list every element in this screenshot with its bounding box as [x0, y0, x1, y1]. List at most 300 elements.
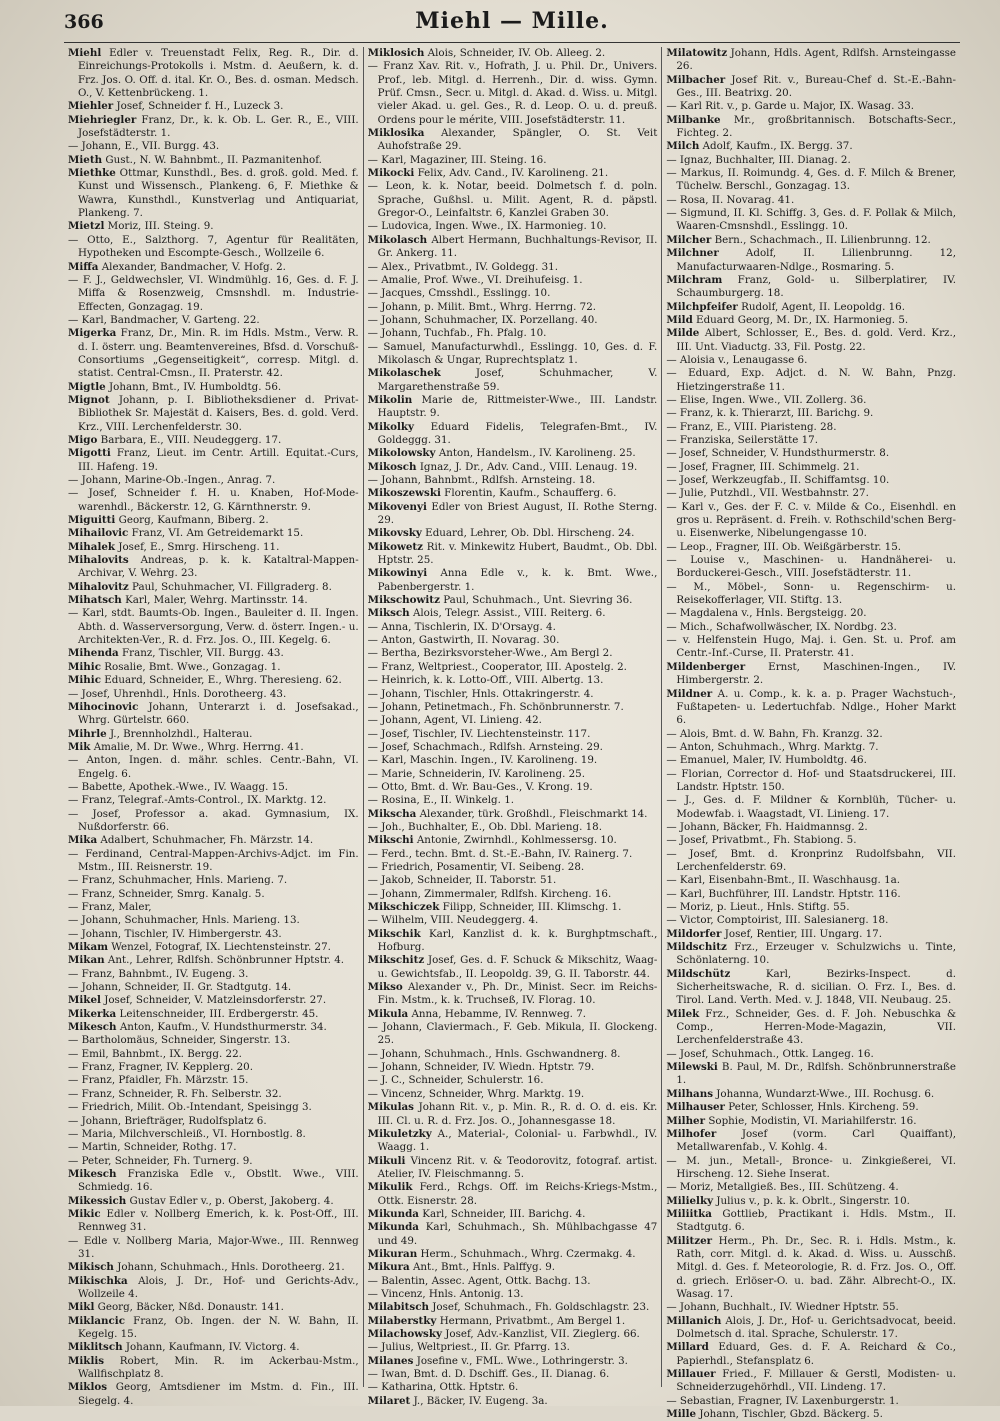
entry-surname: Mikura	[367, 1261, 410, 1274]
entry-details: — Josef, Werkzeugfab., II. Schiffamtsg. 10.	[666, 474, 890, 486]
entry-surname: Mikunda	[367, 1221, 419, 1234]
directory-entry	[68, 728, 359, 741]
entry-details: Alexander, Spängler, O. St. Veit Auhofstraße 29.	[377, 127, 658, 153]
entry-surname: Mikula	[367, 1007, 409, 1020]
directory-entry	[68, 701, 359, 728]
directory-entry	[368, 567, 658, 594]
entry-surname: Mikuletzky	[367, 1127, 432, 1140]
directory-entry	[68, 541, 359, 554]
directory-entry	[368, 874, 658, 887]
entry-details: — Bertha, Bezirksvorsteher-Wwe., Am Bergl 2.	[367, 647, 613, 660]
directory-entry	[368, 1288, 658, 1301]
entry-surname: Millauer	[666, 1368, 716, 1381]
directory-entry	[68, 901, 359, 914]
entry-details: — Josef, Schachmach., Rdlfsh. Arnsteing. 29.	[367, 740, 603, 753]
entry-details: — Josef, Schuhmach., Ottk. Langeg. 16.	[666, 1047, 874, 1060]
directory-entry	[368, 501, 658, 528]
entry-surname: Mika	[68, 834, 98, 847]
entry-surname: Miklosika	[367, 127, 425, 140]
entry-details: Josef, Schneider, V. Matzleinsdorferstr. 27.	[104, 994, 327, 1007]
entry-details: Josef, E., Smrg. Hirscheng. 11.	[118, 540, 280, 553]
entry-surname: Miklos	[68, 1381, 108, 1394]
directory-entry	[68, 234, 359, 261]
directory-entry	[68, 1208, 359, 1235]
entry-surname: Milhauser	[666, 1101, 725, 1114]
directory-entry	[68, 888, 359, 901]
entry-details: — Karl, Buchführer, III. Landstr. Hptstr. 116.	[666, 887, 901, 900]
entry-details: — Alex., Privatbmt., IV. Goldegg. 31.	[367, 260, 558, 273]
directory-entry	[666, 928, 956, 941]
entry-surname: Milhans	[666, 1087, 714, 1100]
entry-details: — Wilhelm, VIII. Neudeggerg. 4.	[367, 914, 539, 927]
entry-surname: Miklosich	[367, 47, 425, 59]
entry-details: Karl, Bezirks-Inspect. d. Sicherheitswache, R. d. sicilian. O. Frz. I., Bes. d. Tirol. Land. Verth. Med. v. J. 1848, VII. Neubaug. 25.	[676, 967, 957, 1007]
directory-entry	[68, 554, 359, 581]
entry-details: — Johann, Zimmermaler, Rdlfsh. Kircheng. 16.	[367, 887, 612, 900]
directory-entry	[368, 287, 658, 300]
entry-surname: Millard	[666, 1341, 709, 1354]
directory-entry	[368, 861, 658, 874]
entry-details: — Eduard, Exp. Adjct. d. N. W. Bahn, Pnzg. Hietzingerstraße 11.	[666, 367, 957, 393]
directory-entry	[666, 1088, 956, 1101]
entry-surname: Miehler	[68, 100, 114, 113]
entry-details: Barbara, E., VIII. Neudeggerg. 17.	[100, 433, 282, 446]
entry-details: Ignaz, J. Dr., Adv. Cand., VIII. Lenaug. 19.	[419, 460, 638, 473]
directory-entry	[368, 167, 658, 180]
entry-details: — Johann, p. Milit. Bmt., Whrg. Herrng. 72.	[367, 300, 597, 313]
directory-entry	[666, 461, 956, 474]
entry-details: Georg, Amtsdiener im Mstm. d. Fin., III. Siegelg. 4.	[78, 1381, 359, 1407]
entry-details: — Ferdinand, Central-Mappen-Archivs-Adjct. im Fin. Mstm., III. Reisnerstr. 19.	[68, 847, 359, 873]
directory-entry	[368, 834, 658, 847]
entry-surname: Milaberstky	[367, 1314, 437, 1327]
entry-surname: Migotti	[68, 447, 111, 460]
directory-entry	[368, 367, 658, 394]
directory-entry	[68, 1128, 359, 1141]
directory-entry	[68, 581, 359, 594]
directory-entry	[68, 941, 359, 954]
directory-entry	[368, 1248, 658, 1261]
entry-details: — Jacques, Cmsshdl., Esslingg. 10.	[367, 287, 551, 300]
entry-surname: Mikerka	[68, 1007, 117, 1020]
directory-entry	[666, 354, 956, 367]
entry-surname: Milielky	[666, 1194, 714, 1207]
directory-entry	[666, 194, 956, 207]
entry-surname: Mikisch	[68, 1261, 114, 1274]
entry-details: Fried., F. Millauer & Gerstl, Modisten- u. Schneiderzugehörhdl., VII. Lindeng. 17.	[676, 1368, 957, 1394]
entry-surname: Milchner	[666, 247, 719, 260]
directory-entry	[368, 261, 658, 274]
directory-entry	[666, 301, 956, 314]
directory-entry	[666, 434, 956, 447]
directory-entry	[68, 1115, 359, 1128]
entry-surname: Mikischka	[68, 1274, 128, 1287]
directory-entry	[68, 1074, 359, 1087]
directory-entry	[666, 1061, 956, 1088]
entry-surname: Mikschowitz	[367, 594, 440, 607]
entry-details: — Johann, Schuhmacher, IX. Porzellang. 40.	[367, 313, 598, 326]
entry-details: Franziska Edle v., Obstlt. Wwe., VIII. Schmiedg. 16.	[78, 1167, 359, 1194]
directory-entry	[666, 661, 956, 688]
directory-entry	[368, 674, 658, 687]
directory-entry	[368, 341, 658, 368]
directory-entry	[368, 728, 658, 741]
entry-details: Wenzel, Fotograf, IX. Liechtensteinstr. 27.	[111, 941, 331, 954]
entry-details: — Karl, Magaziner, III. Steing. 16.	[367, 153, 547, 166]
entry-details: Johann, Unterarzt i. d. Josefsakad., Whrg. Gürtelstr. 660.	[78, 700, 359, 727]
entry-surname: Mille	[666, 1408, 697, 1421]
entry-details: — Franziska, Seilerstätte 17.	[666, 433, 819, 446]
directory-entry	[666, 487, 956, 500]
entry-details: Edler von Briest August, II. Rothe Sterng. 29.	[377, 500, 658, 527]
entry-details: Marie de, Rittmeister-Wwe., III. Landstr. Hauptstr. 9.	[377, 393, 658, 420]
directory-entry	[368, 1128, 658, 1155]
entry-surname: Mihailovic	[68, 527, 129, 540]
entry-details: Alexander, türk. Großhdl., Fleischmarkt 14.	[419, 807, 648, 820]
directory-entry	[666, 234, 956, 247]
directory-entry	[368, 781, 658, 794]
entry-details: — Jakob, Schneider, II. Taborstr. 51.	[367, 874, 557, 887]
entry-surname: Milek	[666, 1007, 700, 1020]
entry-details: — J., Ges. d. F. Mildner & Kornblüh, Tücher- u. Modewfab. i. Waagstadt, VI. Linieng. 17.	[666, 794, 957, 820]
entry-surname: Mikolin	[367, 393, 413, 406]
entry-surname: Milchram	[666, 273, 723, 286]
entry-details: Herm., Ph. Dr., Sec. R. i. Hdls. Mstm., k. Rath, corr. Mitgl. d. k. Akad. d. Wiss. u. Ausschß. Mitgl. d. Ges. f. Meteorologie, R. d. Frz. Jos. O., Off. d. griech. Erlöser-O. u. bad. Zähr. Albrecht-O., IX. Wasag. 17.	[676, 1234, 957, 1300]
entry-surname: Mikovenyi	[367, 500, 427, 513]
entry-surname: Mihalek	[68, 540, 116, 553]
entry-details: Anton, Handelsm., IV. Karolineng. 25.	[438, 447, 636, 460]
entry-details: — Franz, E., VIII. Piaristeng. 28.	[666, 420, 837, 433]
entry-details: — Julius, Weltpriest., II. Gr. Pfarrg. 13.	[367, 1341, 570, 1354]
entry-details: — Joh., Buchhalter, E., Ob. Dbl. Marieng. 18.	[367, 820, 602, 833]
directory-entry	[666, 874, 956, 887]
directory-entry	[368, 914, 658, 927]
directory-entry	[68, 674, 359, 687]
directory-entry	[68, 928, 359, 941]
entry-details: — Edle v. Nollberg Maria, Major-Wwe., III. Rennweg 31.	[68, 1234, 359, 1260]
directory-entry	[666, 1181, 956, 1194]
entry-details: — v. Helfenstein Hugo, Maj. i. Gen. St. u. Prof. am Centr.-Inf.-Curse, II. Praterstr. 41.	[666, 634, 957, 660]
entry-details: J., Bäcker, IV. Eugeng. 3a.	[413, 1394, 548, 1407]
directory-entry	[368, 901, 658, 914]
entry-surname: Milachowsky	[367, 1328, 442, 1340]
entry-details: — Aloisia v., Lenaugasse 6.	[666, 353, 808, 366]
directory-entry	[368, 1301, 658, 1314]
directory-entry	[68, 1315, 359, 1342]
entry-details: — Franz Xav. Rit. v., Hofrath, J. u. Phil. Dr., Univers. Prof., leb. Mitgl. d. Herrenh., Dir. d. wiss. Gymn. Prüf. Cmsn., Secr. u. Mitgl. d. Akad. d. Wiss. u. Mitgl. vieler Akad. u. gel. Ges., R. d. Leop. O. u. d. preuß. Ordens pour le mérite, VIII. Josefstädterstr. 11.	[367, 60, 658, 126]
directory-entry	[368, 594, 658, 607]
entry-details: — Ignaz, Buchhalter, III. Dianag. 2.	[666, 153, 851, 166]
entry-details: Franz, Gold- u. Silberplatirer, IV. Schaumburgerg. 18.	[676, 273, 957, 300]
directory-entry	[368, 327, 658, 340]
directory-entry	[368, 541, 658, 568]
directory-entry	[368, 1074, 658, 1087]
entry-details: — Iwan, Bmt. d. D. Dschiff. Ges., II. Dianag. 6.	[367, 1368, 610, 1381]
entry-surname: Militzer	[666, 1234, 713, 1247]
directory-entry	[368, 314, 658, 327]
directory-entry	[368, 1155, 658, 1182]
directory-entry	[666, 1115, 956, 1128]
entry-surname: Mildschütz	[666, 967, 731, 980]
directory-entry	[666, 1008, 956, 1048]
entry-surname: Miksch	[367, 607, 410, 620]
directory-entry	[68, 1048, 359, 1061]
entry-details: Franz, Lieut. im Centr. Artill. Equitat.-Curs, III. Hafeng. 19.	[78, 447, 359, 473]
directory-entry	[368, 928, 658, 955]
entry-details: Frz., Schneider, Ges. d. F. Joh. Nebuschka & Comp., Herren-Mode-Magazin, VII. Lerchenfelderstraße 43.	[676, 1007, 957, 1047]
directory-entry	[666, 1341, 956, 1368]
entry-details: — Johann, Agent, VI. Linieng. 42.	[367, 714, 542, 727]
directory-entry	[666, 754, 956, 767]
directory-entry	[666, 741, 956, 754]
entry-surname: Mikessich	[68, 1194, 127, 1207]
entry-details: — Johann, Bahnbmt., Rdlfsh. Arnsteing. 18.	[367, 474, 596, 486]
directory-entry	[68, 381, 359, 394]
entry-details: Ant., Bmt., Hnls. Palffyg. 9.	[412, 1261, 556, 1274]
directory-entry	[368, 1315, 658, 1328]
entry-details: Johann, Kaufmann, IV. Victorg. 4.	[125, 1341, 300, 1354]
directory-entry	[368, 461, 658, 474]
entry-surname: Mikschi	[367, 834, 414, 847]
entry-surname: Mikic	[68, 1207, 101, 1220]
directory-entry	[666, 1408, 956, 1421]
entry-details: Amalie, M. Dr. Wwe., Whrg. Herrng. 41.	[93, 740, 304, 753]
directory-entry	[666, 407, 956, 420]
entry-details: — Elise, Ingen. Wwe., VII. Zollerg. 36.	[666, 393, 867, 406]
entry-details: — Josef, Uhrenhdl., Hnls. Dorotheerg. 43.	[68, 687, 287, 700]
entry-details: Josef, Schuhmacher, V. Margarethenstraße 59.	[377, 367, 658, 393]
entry-details: Florentin, Kaufm., Schaufferg. 6.	[444, 487, 617, 500]
directory-entry	[68, 808, 359, 835]
directory-entry	[68, 607, 359, 647]
directory-entry	[368, 981, 658, 1008]
directory-entry	[368, 1021, 658, 1048]
entry-details: Eduard Georg, M. Dr., IX. Harmonieg. 5.	[696, 313, 909, 326]
directory-entry	[68, 154, 359, 167]
directory-entry	[666, 501, 956, 541]
entry-details: Eduard, Ges. d. F. A. Reichard & Co., Papierhdl., Stefansplatz 6.	[676, 1341, 957, 1367]
entry-details: — Leop., Fragner, III. Ob. Weißgärberstr. 15.	[666, 540, 902, 553]
entry-surname: Mikscha	[367, 807, 417, 820]
directory-entry	[68, 274, 359, 314]
entry-details: — Franz, Bahnbmt., IV. Eugeng. 3.	[68, 967, 249, 980]
entry-surname: Milatowitz	[666, 47, 728, 59]
entry-details: — Josef, Professor a. akad. Gymnasium, IX. Nußdorferstr. 66.	[68, 807, 359, 833]
directory-entry	[368, 821, 658, 834]
entry-surname: Mikolky	[367, 420, 415, 433]
entry-details: Ferd., Rchgs. Off. im Reichs-Kriegs-Mstm., Ottk. Eisnerstr. 28.	[377, 1181, 658, 1207]
directory-entry	[368, 1181, 658, 1208]
directory-entry	[68, 874, 359, 887]
entry-details: Gust., N. W. Bahnbmt., II. Pazmanitenhof.	[105, 153, 322, 166]
directory-entry	[666, 140, 956, 153]
entry-surname: Mikschiczek	[367, 901, 440, 913]
entry-surname: Mihalovits	[68, 554, 129, 567]
entry-details: Josef, Schneider f. H., Luzeck 3.	[116, 100, 284, 113]
directory-entry	[68, 781, 359, 794]
directory-entry	[368, 1328, 658, 1341]
entry-details: — Anton, Ingen. d. mähr. schles. Centr.-Bahn, VI. Engelg. 6.	[68, 754, 359, 780]
entry-surname: Mikesch	[68, 1167, 117, 1180]
entry-details: — Johann, Schuhmacher, Hnls. Marieng. 13.	[68, 914, 300, 927]
entry-details: — Franz, Schneider, R. Fh. Selberstr. 32.	[68, 1087, 282, 1100]
page-number: 366	[64, 11, 104, 33]
entry-details: Hermann, Privatbmt., Am Bergel 1.	[439, 1314, 626, 1327]
entry-surname: Mikolowsky	[367, 447, 436, 460]
entry-details: A. u. Comp., k. k. a. p. Prager Wachstuch-, Fußtapeten- u. Ledertuchfab. Ndlge., Hoher Markt 6.	[676, 687, 957, 727]
entry-surname: Mild	[666, 313, 693, 326]
entry-details: Eduard, Lehrer, Ob. Dbl. Hirscheng. 24.	[425, 527, 635, 540]
directory-entry	[368, 47, 658, 60]
directory-entry	[666, 888, 956, 901]
directory-entry	[666, 941, 956, 968]
entry-details: — Katharina, Ottk. Hptstr. 6.	[367, 1381, 519, 1394]
directory-entry	[368, 474, 658, 487]
directory-entry	[68, 1341, 359, 1354]
entry-details: Alois, Schneider, IV. Ob. Alleeg. 2.	[427, 47, 606, 59]
entry-details: — Maria, Milchverschleiß., VI. Hornbostlg. 8.	[68, 1127, 306, 1140]
directory-entry	[666, 821, 956, 834]
directory-entry	[368, 714, 658, 727]
entry-surname: Mikan	[68, 954, 105, 967]
entry-surname: Migo	[68, 433, 98, 446]
entry-details: Johann, Hdls. Agent, Rdlfsh. Arnsteingasse 26.	[676, 47, 957, 73]
directory-entry	[68, 1275, 359, 1302]
entry-details: Alois, Telegr. Assist., VIII. Reiterg. 6.	[412, 607, 606, 620]
directory-entry	[68, 688, 359, 701]
entry-surname: Milanes	[367, 1354, 414, 1367]
directory-entry	[666, 1368, 956, 1395]
entry-details: Moriz, III. Steing. 9.	[107, 220, 214, 233]
column-1	[64, 47, 363, 1407]
entry-details: Franz, Tischler, VII. Burgg. 43.	[122, 647, 284, 660]
directory-entry	[666, 554, 956, 581]
entry-details: Anna, Hebamme, IV. Rennweg. 7.	[411, 1007, 587, 1020]
entry-details: — Moriz, p. Lieut., Hnls. Stiftg. 55.	[666, 901, 850, 913]
directory-entry	[368, 180, 658, 220]
directory-entry	[666, 74, 956, 101]
entry-details: Josef, Ges. d. F. Schuck & Mikschitz, Waag- u. Gewichtsfab., II. Leopoldg. 39, G. II. Taborstr. 44.	[377, 954, 658, 980]
directory-entry	[68, 954, 359, 967]
entry-details: Alois, J. Dr., Hof- und Gerichts-Adv., Wollzeile 4.	[78, 1274, 359, 1300]
directory-entry	[68, 834, 359, 847]
directory-entry	[368, 1381, 658, 1394]
entry-surname: Mikuran	[367, 1247, 418, 1260]
entry-details: Ernst, Maschinen-Ingen., IV. Himbergerstr. 2.	[676, 660, 956, 687]
entry-details: — Josef, Schneider, V. Hundsthurmerstr. 8.	[666, 447, 890, 460]
entry-details: Peter, Schlosser, Hnls. Kircheng. 59.	[728, 1101, 919, 1114]
entry-details: — Johann, Tischler, Hnls. Ottakringerstr. 4.	[367, 687, 594, 700]
directory-entry	[368, 634, 658, 647]
entry-details: — Leon, k. k. Notar, beeid. Dolmetsch f. d. poln. Sprache, Gußhsl. u. Milit. Agent, R. d. päpstl. Gregor-O., Leinfaltstr. 6, Kanzlei Graben 30.	[367, 180, 658, 220]
directory-entry	[368, 754, 658, 767]
directory-entry	[68, 981, 359, 994]
entry-details: — Josef, Privatbmt., Fh. Stabiong. 5.	[666, 834, 857, 847]
directory-entry	[666, 394, 956, 407]
directory-entry	[368, 234, 658, 261]
entry-surname: Mignot	[68, 393, 110, 406]
entry-details: Julius v., p. k. k. Obrlt., Singerstr. 10.	[716, 1194, 910, 1207]
directory-entry	[368, 688, 658, 701]
directory-entry	[666, 901, 956, 914]
entry-surname: Miklancic	[68, 1314, 125, 1327]
directory-entry	[68, 1021, 359, 1034]
entry-details: Josefine v., FML. Wwe., Lothringerstr. 3.	[416, 1354, 628, 1367]
entry-details: Andreas, p. k. k. Kataltral-Mappen-Archivar, V. Wehrg. 23.	[78, 554, 359, 580]
directory-entry	[68, 114, 359, 141]
directory-entry	[368, 1101, 658, 1128]
entry-details: — J. C., Schneider, Schulerstr. 16.	[367, 1074, 544, 1087]
directory-entry	[368, 607, 658, 620]
entry-surname: Miklis	[68, 1354, 105, 1367]
page-title: Miehl — Mille.	[415, 8, 609, 34]
entry-surname: Mihalovitz	[68, 580, 129, 593]
entry-details: — Martin, Schneider, Rothg. 17.	[68, 1141, 237, 1154]
entry-surname: Milch	[666, 140, 700, 153]
entry-details: — Karl Rit. v., p. Garde u. Major, IX. Wasag. 33.	[666, 100, 915, 113]
entry-details: Franz, VI. Am Getreidemarkt 15.	[131, 527, 304, 540]
entry-details: Sophie, Modistin, VI. Mariahilferstr. 16.	[708, 1114, 917, 1127]
entry-details: — Franz, Weltpriest., Cooperator, III. Apostelg. 2.	[367, 660, 627, 673]
directory-entry	[68, 314, 359, 327]
directory-entry	[68, 487, 359, 514]
entry-details: Felix, Adv. Cand., IV. Karolineng. 21.	[417, 167, 609, 180]
entry-details: — Anton, Schuhmach., Whrg. Marktg. 7.	[666, 740, 879, 753]
entry-details: Herm., Schuhmach., Whrg. Czermakg. 4.	[420, 1247, 636, 1260]
entry-details: — Johann, Tischler, IV. Himbergerstr. 43.	[68, 927, 282, 940]
directory-entry	[666, 1395, 956, 1408]
directory-entry	[68, 994, 359, 1007]
entry-surname: Migtle	[68, 380, 106, 393]
directory-entry	[68, 1008, 359, 1021]
entry-surname: Milbacher	[666, 73, 726, 86]
directory-entry	[666, 274, 956, 301]
entry-details: Alexander, Bandmacher, V. Hofg. 2.	[101, 260, 286, 273]
entry-details: — Ferd., techn. Bmt. d. St.-E.-Bahn, IV. Rainerg. 7.	[367, 847, 633, 860]
entry-details: — Johann, Petinetmach., Fh. Schönbrunnerstr. 7.	[367, 700, 624, 713]
entry-details: Adolf, Kaufm., IX. Bergg. 37.	[702, 140, 853, 153]
entry-details: Adolf, II. Lilienbrunng. 12, Manufacturwaaren-Ndlge., Rosmaring. 5.	[676, 247, 957, 273]
entry-details: — Otto, Bmt. d. Wr. Bau-Ges., V. Krong. 19.	[367, 780, 593, 793]
directory-entry	[68, 848, 359, 875]
entry-details: Antonie, Zwirnhdl., Kohlmessersg. 10.	[416, 834, 617, 847]
entry-details: Rit. v. Minkewitz Hubert, Baudmt., Ob. Dbl. Hptstr. 25.	[377, 540, 658, 567]
entry-details: — Johann, Briefträger, Rudolfsplatz 6.	[68, 1114, 267, 1127]
directory-entry	[68, 100, 359, 113]
entry-surname: Mikuli	[367, 1154, 406, 1167]
directory-entry	[368, 768, 658, 781]
directory-entry	[68, 1155, 359, 1168]
entry-surname: Milchpfeifer	[666, 300, 738, 313]
directory-entry	[68, 647, 359, 660]
directory-entry	[68, 527, 359, 540]
entry-details: — Franz, k. k. Thierarzt, III. Barichg. 9.	[666, 407, 874, 420]
directory-entry	[666, 914, 956, 927]
entry-surname: Mikolasch	[367, 233, 428, 246]
directory-entry	[666, 1235, 956, 1302]
entry-details: Frz., Erzeuger v. Schulzwichs u. Tinte, Schönlaterng. 10.	[676, 941, 957, 967]
entry-details: — Josef, Fragner, III. Schimmelg. 21.	[666, 460, 860, 473]
directory-entry	[666, 154, 956, 167]
entry-details: Rosalie, Bmt. Wwe., Gonzagag. 1.	[104, 660, 281, 673]
entry-details: — Anton, Gastwirth, II. Novarag. 30.	[367, 634, 560, 647]
entry-surname: Mildner	[666, 687, 713, 700]
entry-details: Josef Rit. v., Bureau-Chef d. St.-E.-Bahn-Ges., III. Beatrixg. 20.	[676, 73, 957, 100]
entry-surname: Mieth	[68, 153, 103, 166]
entry-surname: Mikl	[68, 1301, 95, 1314]
directory-entry	[666, 474, 956, 487]
entry-surname: Mildenberger	[666, 660, 746, 673]
